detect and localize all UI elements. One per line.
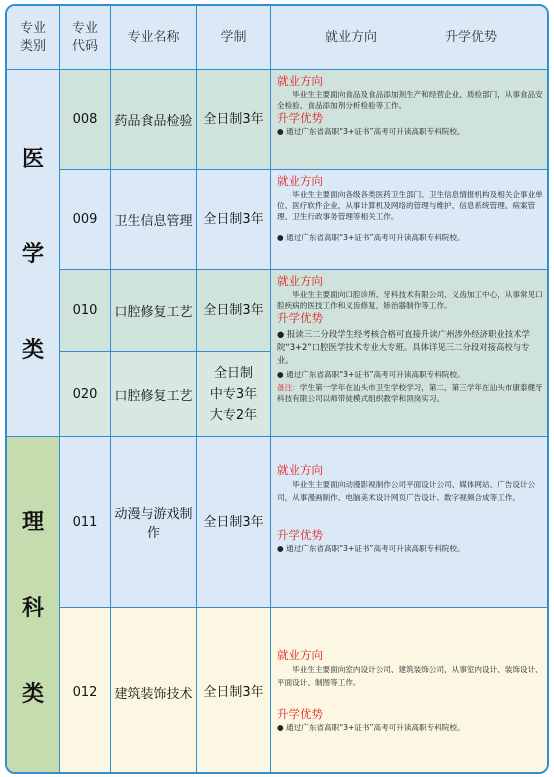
employment-title: 就业方向: [277, 274, 323, 288]
row-name: 动漫与游戏制作: [111, 437, 197, 608]
row-system: 全日制3年: [197, 608, 271, 774]
row-name: 建筑装饰技术: [111, 608, 197, 774]
advantage-text: ● 通过广东省高职“3+证书”高考可升读高职专科院校。: [277, 370, 465, 379]
row-code: 010: [60, 270, 111, 352]
employment-text: 毕业生主要面向动漫影视制作公司平面设计公司、媒体网站、广告设计公司，从事漫画制作、电脑美术设计网页广告设计、数字视频合成等工作。: [277, 480, 536, 502]
note: [277, 382, 545, 404]
note-label: 备注：: [277, 383, 300, 392]
category-science-char: 类: [21, 682, 44, 708]
row-system-line: 大专2年: [209, 407, 258, 423]
employment-title: 就业方向: [277, 463, 323, 477]
row-name: 口腔修复工艺: [111, 352, 197, 437]
row-code: 008: [60, 70, 111, 170]
row-description: [271, 270, 549, 437]
advantage-title: 升学优势: [277, 311, 323, 325]
category-science-char: 科: [21, 595, 44, 621]
category-medical: [7, 70, 60, 437]
row-system: 全日制3年: [197, 70, 271, 170]
row-code: 020: [60, 352, 111, 437]
header-advantage: 升学优势: [444, 29, 497, 45]
row-system: [197, 352, 271, 437]
advantage-title: 升学优势: [277, 528, 323, 542]
category-medical-char: 学: [21, 242, 44, 268]
employment-text: 毕业生主要面向室内设计公司、建筑装饰公司，从事室内设计、装饰设计、平面设计、制图等工作。: [277, 665, 543, 687]
row-system-line: 中专3年: [209, 386, 258, 402]
header-category: 专业 类别: [7, 6, 60, 70]
row-name: 卫生信息管理: [111, 170, 197, 270]
advantage-text: ● 通过广东省高职“3+证书”高考可升读高职专科院校。: [277, 544, 465, 553]
note-text: 学生第一学年在汕头市卫生学校学习，第二、第三学年在汕头市康泰健牙科技有限公司以师带徒模式组织教学和顶岗实习。: [277, 383, 543, 403]
row-code: 012: [60, 608, 111, 774]
row-description: [271, 608, 549, 774]
advantage-title: 升学优势: [277, 707, 323, 721]
header-direction-advantage: [271, 6, 549, 70]
advantage-text: ● 报读三二分段学生经考核合格可直接升读广州涉外经济职业技术学院“3+2”口腔医学技术专业大专班。具体详见三二分段对接高校与专业。: [277, 329, 530, 365]
row-system: 全日制3年: [197, 270, 271, 352]
advantage-text: ● 通过广东省高职“3+证书”高考可升读高职专科院校。: [277, 127, 465, 136]
category-science: [7, 437, 60, 774]
employment-text: 毕业生主要面向口腔诊所、牙科技术有限公司、义齿加工中心，从事常见口腔疾病的医技工作和义齿修复，矫治器制作等工作。: [277, 290, 543, 310]
advantage-title: 升学优势: [277, 111, 323, 125]
employment-title: 就业方向: [277, 174, 323, 188]
row-system: 全日制3年: [197, 437, 271, 608]
row-name: 口腔修复工艺: [111, 270, 197, 352]
row-name: 药品食品检验: [111, 70, 197, 170]
employment-text: 毕业生主要面向食品及食品添加剂生产和经营企业、质检部门，从事食品安全检验、食品添加剂分析检验等工作。: [277, 90, 543, 110]
employment-text: 毕业生主要面向各级各类医药卫生部门、卫生信息情报机构及相关企事业单位、医疗软件企业，从事计算机及网络的管理与维护、信息系统管理、病案管理、卫生行政事务管理等相关工作。: [277, 190, 543, 221]
row-system-line: 全日制: [213, 365, 253, 381]
employment-title: 就业方向: [277, 74, 323, 88]
header-system: 学制: [197, 6, 271, 70]
row-code: 009: [60, 170, 111, 270]
header-direction: 就业方向: [324, 29, 377, 45]
advantage-text: ● 通过广东省高职“3+证书”高考可升读高职专科院校。: [277, 723, 465, 732]
row-description: [271, 70, 549, 170]
row-description: [271, 437, 549, 608]
category-medical-char: 医: [21, 147, 44, 173]
row-code: 011: [60, 437, 111, 608]
category-science-char: 理: [21, 509, 44, 535]
row-description: [271, 170, 549, 270]
header-name: 专业名称: [111, 6, 197, 70]
category-medical-char: 类: [21, 337, 44, 363]
employment-title: 就业方向: [277, 648, 323, 662]
header-code: 专业 代码: [60, 6, 111, 70]
row-system: 全日制3年: [197, 170, 271, 270]
major-table: [5, 4, 549, 774]
advantage-text: ● 通过广东省高职“3+证书”高考可升读高职专科院校。: [277, 233, 465, 242]
